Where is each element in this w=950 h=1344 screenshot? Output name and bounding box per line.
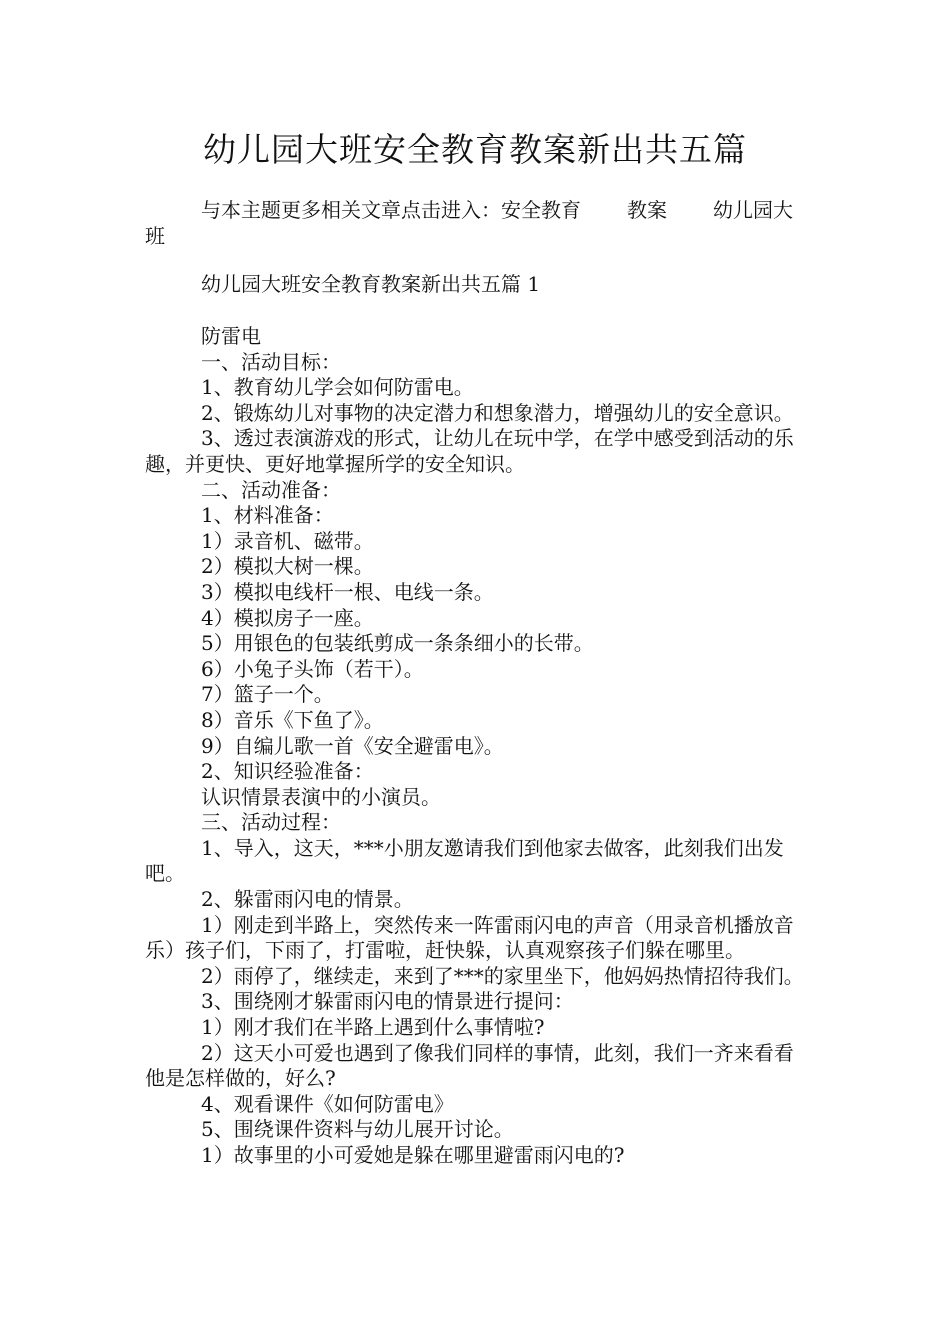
paragraph: 2）模拟大树一棵。 bbox=[201, 554, 374, 579]
paragraph: 1、导入，这天，***小朋友邀请我们到他家去做客，此刻我们出发吧。 bbox=[145, 835, 784, 886]
paragraph: 4）模拟房子一座。 bbox=[201, 605, 374, 630]
related-articles-line bbox=[145, 198, 807, 249]
paragraph: 9）自编儿歌一首《安全避雷电》。 bbox=[201, 733, 504, 758]
paragraph: 1、材料准备： bbox=[201, 503, 334, 528]
paragraph: 3、透过表演游戏的形式，让幼儿在玩中学，在学中感受到活动的乐趣，并更快、更好地掌握所学的安全知识。 bbox=[145, 426, 794, 476]
related-prefix: 与本主题更多相关文章点击进入： bbox=[201, 198, 501, 222]
paragraph: 2）雨停了，继续走，来到了***的家里坐下，他妈妈热情招待我们。 bbox=[201, 963, 804, 988]
paragraph: 7）篮子一个。 bbox=[201, 682, 334, 707]
paragraph: 1）刚走到半路上，突然传来一阵雷雨闪电的声音（用录音机播放音乐）孩子们，下雨了，打雷啦，赶快躲，认真观察孩子们躲在哪里。 bbox=[145, 912, 794, 963]
paragraph: 三、活动过程： bbox=[201, 810, 341, 835]
document-body bbox=[145, 324, 807, 1169]
paragraph: 6）小兔子头饰（若干）。 bbox=[201, 656, 424, 681]
section-heading: 幼儿园大班安全教育教案新出共五篇 1 bbox=[201, 272, 541, 296]
related-link-safety-education[interactable]: 安全教育 bbox=[501, 198, 581, 222]
paragraph: 1、教育幼儿学会如何防雷电。 bbox=[201, 375, 474, 400]
paragraph: 3）模拟电线杆一根、电线一条。 bbox=[201, 579, 494, 604]
paragraph: 2、锻炼幼儿对事物的决定潜力和想象潜力，增强幼儿的安全意识。 bbox=[201, 400, 794, 425]
paragraph: 5、围绕课件资料与幼儿展开讨论。 bbox=[201, 1117, 514, 1142]
paragraph: 2）这天小可爱也遇到了像我们同样的事情，此刻，我们一齐来看看他是怎样做的，好么? bbox=[145, 1040, 794, 1091]
paragraph: 防雷电 bbox=[201, 324, 261, 348]
paragraph: 一、活动目标： bbox=[201, 349, 341, 374]
paragraph: 二、活动准备： bbox=[201, 477, 341, 502]
paragraph: 2、躲雷雨闪电的情景。 bbox=[201, 887, 414, 912]
paragraph: 4、观看课件《如何防雷电》 bbox=[201, 1091, 454, 1116]
paragraph: 2、知识经验准备： bbox=[201, 759, 374, 784]
paragraph: 5）用银色的包装纸剪成一条条细小的长带。 bbox=[201, 631, 594, 656]
paragraph: 3、围绕刚才躲雷雨闪电的情景进行提问： bbox=[201, 989, 574, 1014]
related-link-kindergarten-senior[interactable]: 幼儿园大班 bbox=[145, 198, 793, 248]
related-link-lesson-plan[interactable]: 教案 bbox=[627, 198, 667, 222]
paragraph: 认识情景表演中的小演员。 bbox=[201, 784, 441, 809]
document-title: 幼儿园大班安全教育教案新出共五篇 bbox=[203, 130, 747, 169]
paragraph: 1）录音机、磁带。 bbox=[201, 528, 374, 553]
paragraph: 1）刚才我们在半路上遇到什么事情啦? bbox=[201, 1015, 545, 1040]
paragraph: 1）故事里的小可爱她是躲在哪里避雷雨闪电的? bbox=[201, 1143, 625, 1167]
paragraph: 8）音乐《下鱼了》。 bbox=[201, 707, 384, 732]
